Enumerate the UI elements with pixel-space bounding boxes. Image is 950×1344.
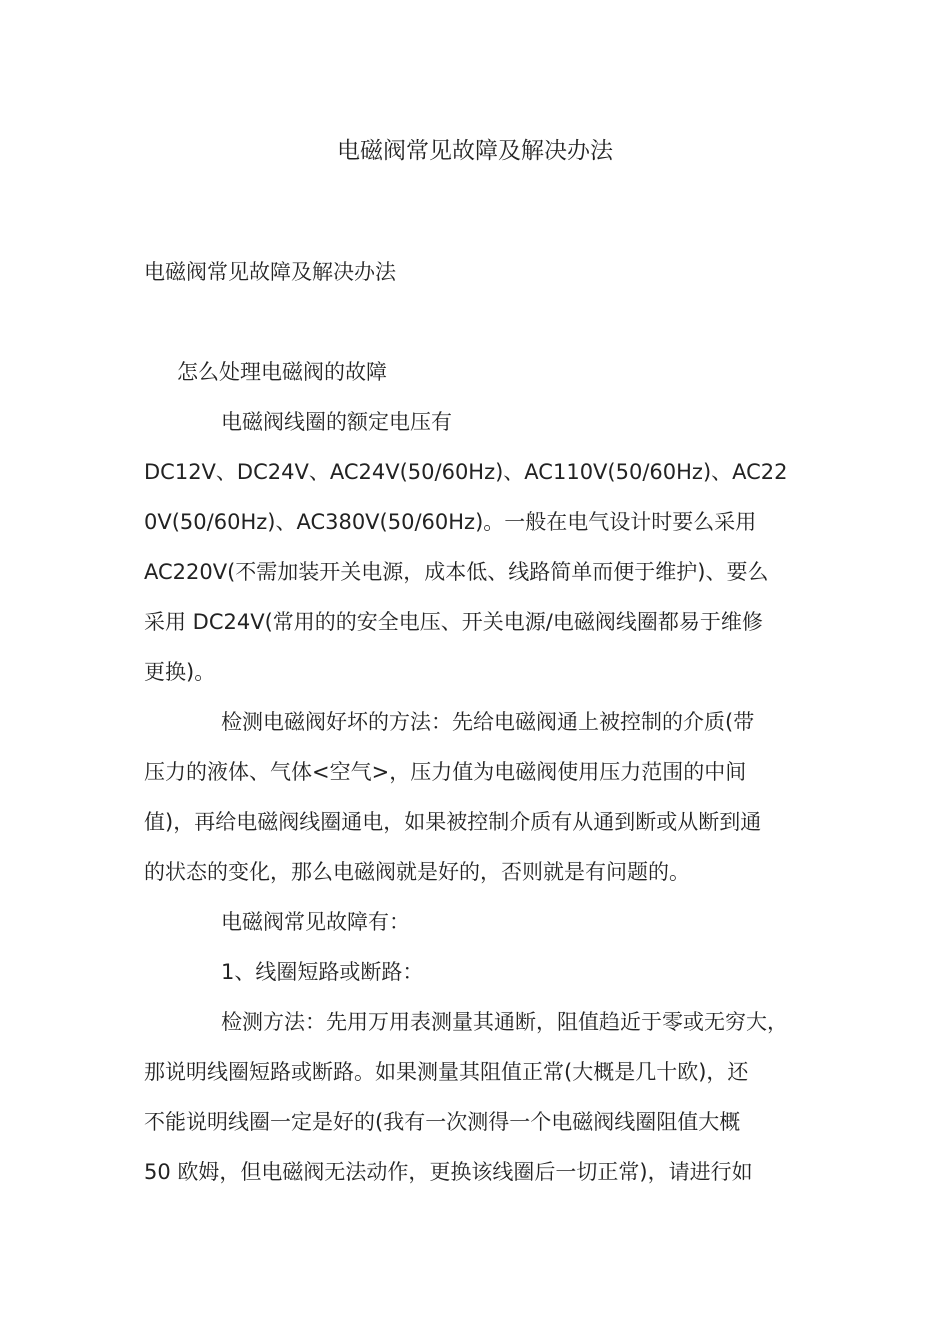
paragraph-line: DC12V、DC24V、AC24V(50/60Hz)、AC110V(50/60Hz)、AC22 bbox=[144, 460, 788, 484]
paragraph-line: 不能说明线圈一定是好的(我有一次测得一个电磁阀线圈阻值大概 bbox=[144, 1110, 741, 1134]
document-title: 电磁阀常见故障及解决办法 bbox=[337, 138, 613, 164]
paragraph-line: 压力的液体、气体<空气>，压力值为电磁阀使用压力范围的中间 bbox=[144, 760, 747, 784]
paragraph-line: 那说明线圈短路或断路。如果测量其阻值正常(大概是几十欧)，还 bbox=[144, 1060, 749, 1084]
paragraph-line: AC220V(不需加装开关电源，成本低、线路简单而便于维护)、要么 bbox=[144, 560, 769, 584]
paragraph-line: 50 欧姆，但电磁阀无法动作，更换该线圈后一切正常)，请进行如 bbox=[144, 1160, 753, 1184]
paragraph-line: 检测方法：先用万用表测量其通断，阻值趋近于零或无穷大， bbox=[221, 1010, 788, 1034]
paragraph-line: 电磁阀线圈的额定电压有 bbox=[221, 410, 452, 434]
paragraph-line: 电磁阀常见故障有： bbox=[221, 910, 410, 934]
paragraph-line: 采用 DC24V(常用的的安全电压、开关电源/电磁阀线圈都易于维修 bbox=[144, 610, 763, 634]
paragraph-line: 更换)。 bbox=[144, 660, 216, 684]
document-subtitle: 电磁阀常见故障及解决办法 bbox=[144, 260, 396, 284]
section-heading: 怎么处理电磁阀的故障 bbox=[177, 360, 387, 384]
paragraph-line: 值)，再给电磁阀线圈通电，如果被控制介质有从通到断或从断到通 bbox=[144, 810, 762, 834]
paragraph-line: 0V(50/60Hz)、AC380V(50/60Hz)。一般在电气设计时要么采用 bbox=[144, 510, 757, 534]
list-item: 1、线圈短路或断路： bbox=[221, 960, 424, 984]
paragraph-line: 的状态的变化，那么电磁阀就是好的，否则就是有问题的。 bbox=[144, 860, 690, 884]
document-body bbox=[144, 347, 808, 1197]
paragraph-line: 检测电磁阀好坏的方法：先给电磁阀通上被控制的介质(带 bbox=[221, 710, 755, 734]
